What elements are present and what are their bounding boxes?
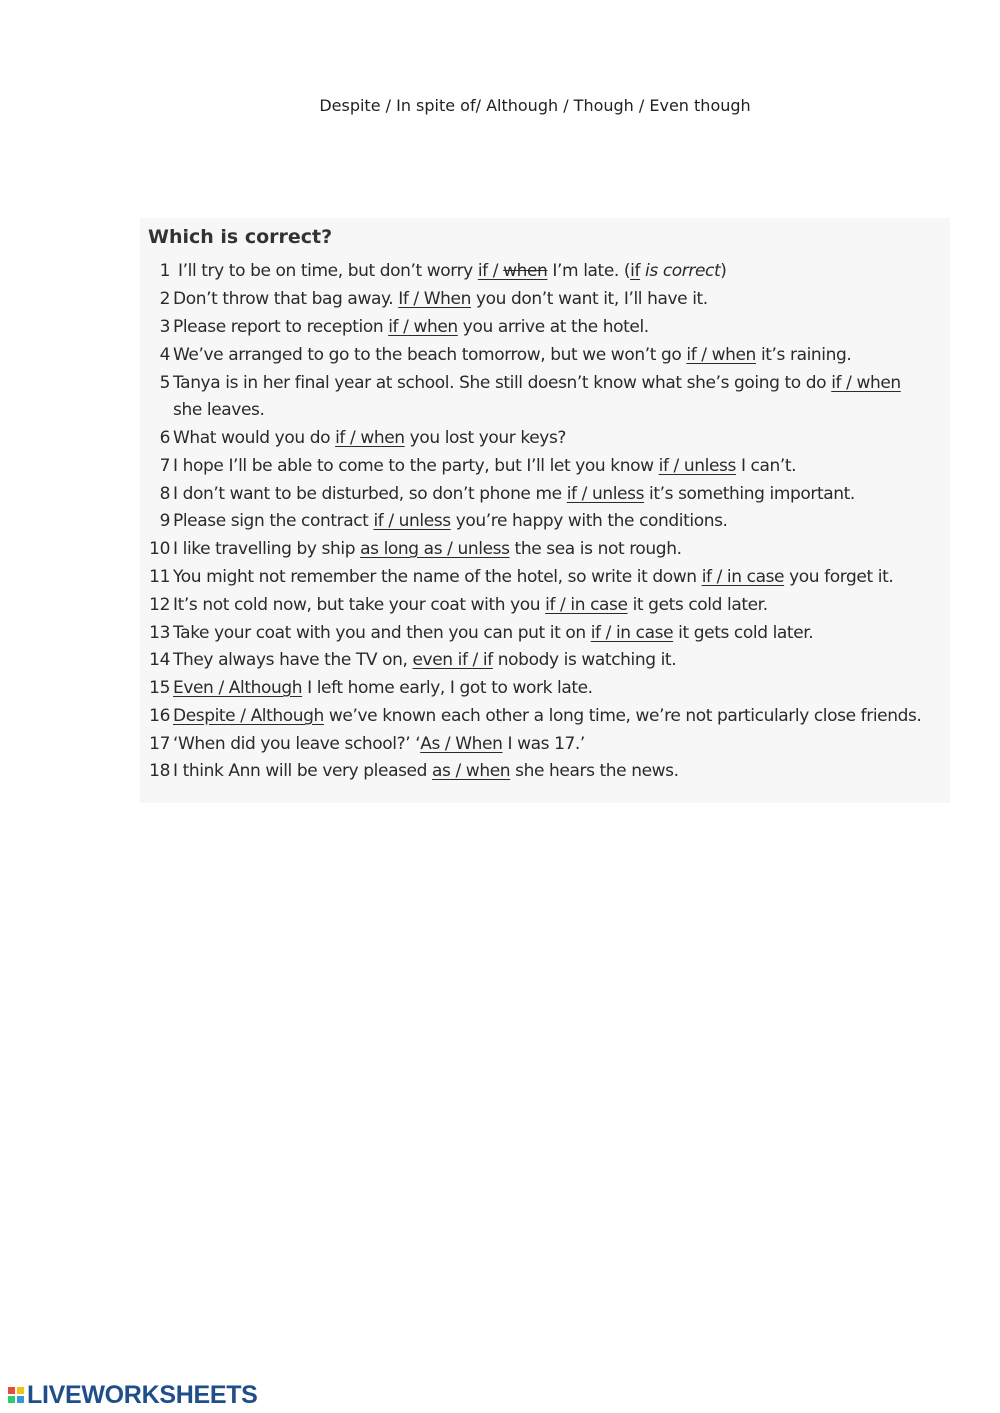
answer-option[interactable]: as / when	[432, 761, 511, 781]
item-number: 15	[149, 678, 170, 698]
item-number: 2	[159, 289, 170, 309]
item-number: 9	[159, 511, 170, 531]
exercise-item	[140, 316, 940, 338]
answer-option[interactable]: if / unless	[373, 511, 451, 531]
item-text-after: you don’t want it, I’ll have it.	[470, 289, 708, 309]
item-number: 8	[159, 484, 170, 504]
item-text-after: it gets cold later.	[627, 595, 768, 615]
exercise-item	[140, 288, 940, 310]
note-text: is correct	[640, 261, 721, 281]
exercise-item	[140, 483, 940, 505]
logo-block	[17, 1396, 24, 1403]
exercise-item	[140, 677, 940, 699]
answer-option[interactable]: if / when	[686, 345, 756, 365]
item-number: 11	[149, 567, 170, 587]
item-text-after: you’re happy with the conditions.	[450, 511, 728, 531]
item-text-after: I left home early, I got to work late.	[302, 678, 593, 698]
answer-option[interactable]: if / unless	[566, 484, 645, 504]
item-text: Please report to reception	[173, 317, 389, 337]
item-text-after: she hears the news.	[510, 761, 679, 781]
item-text: Don’t throw that bag away.	[173, 289, 399, 309]
exercise-item	[140, 455, 940, 477]
item-text: ‘When did you leave school?’ ‘	[173, 734, 421, 754]
answer-option[interactable]: if / when	[335, 428, 405, 448]
item-text: I’ll try to be on time, but don’t worry	[178, 261, 478, 281]
exercise-item	[140, 705, 940, 727]
exercise-item	[140, 733, 940, 755]
exercise-item	[140, 344, 940, 366]
answer-option[interactable]: As / When	[420, 734, 503, 754]
exercise-item	[140, 760, 940, 782]
item-number: 13	[149, 623, 170, 643]
liveworksheets-logo	[8, 1380, 258, 1410]
item-text-after: I was 17.’	[502, 734, 585, 754]
item-number: 17	[149, 734, 170, 754]
item-number: 1	[159, 261, 170, 281]
item-text: Tanya is in her final year at school. She still doesn’t know what she’s going to do	[173, 373, 832, 393]
answer-option[interactable]: if / in case	[590, 623, 674, 643]
logo-block	[8, 1387, 15, 1394]
exercise-heading: Which is correct?	[148, 226, 333, 248]
item-text-after: you arrive at the hotel.	[457, 317, 649, 337]
item-text: I think Ann will be very pleased	[173, 761, 432, 781]
item-number: 18	[149, 761, 170, 781]
item-text-after: it gets cold later.	[673, 623, 814, 643]
item-number: 7	[159, 456, 170, 476]
answer-option[interactable]: Despite / Although	[173, 706, 324, 726]
logo-text: LIVEWORKSHEETS	[27, 1380, 258, 1409]
exercise-item	[140, 427, 940, 449]
item-text-after: the sea is not rough.	[509, 539, 682, 559]
item-number: 6	[159, 428, 170, 448]
option-if: if /	[477, 261, 504, 281]
answer-option[interactable]: if / unless	[658, 456, 736, 476]
item-number: 14	[149, 650, 170, 670]
answer-option[interactable]: even if / if	[412, 650, 493, 670]
answer-option[interactable]: if / when	[831, 373, 901, 393]
exercise-item	[140, 649, 940, 671]
item-number: 5	[159, 373, 170, 393]
item-text-after: it’s something important.	[644, 484, 855, 504]
answer-option[interactable]	[478, 261, 548, 281]
logo-blocks-icon	[8, 1387, 24, 1403]
item-text-after: I’m late. (	[547, 261, 631, 281]
item-number: 3	[159, 317, 170, 337]
exercise-item	[140, 538, 940, 560]
item-text-after: you lost your keys?	[404, 428, 567, 448]
item-text-after: I can’t.	[735, 456, 797, 476]
answer-option[interactable]: If / When	[398, 289, 471, 309]
answer-option[interactable]: as long as / unless	[360, 539, 510, 559]
item-text: I hope I’ll be able to come to the party, but I’ll let you know	[173, 456, 659, 476]
answer-option[interactable]: if / in case	[701, 567, 785, 587]
item-text: I like travelling by ship	[173, 539, 361, 559]
exercise-item	[140, 594, 940, 616]
item-text-after: nobody is watching it.	[492, 650, 677, 670]
item-text: It’s not cold now, but take your coat with you	[173, 595, 546, 615]
exercise-item-continuation	[140, 399, 940, 421]
exercise-item	[140, 622, 940, 644]
logo-block	[8, 1396, 15, 1403]
item-text: What would you do	[173, 428, 336, 448]
item-text: Please sign the contract	[173, 511, 374, 531]
exercise-item	[140, 566, 940, 588]
item-text-after: it’s raining.	[755, 345, 852, 365]
exercise-item	[140, 372, 940, 394]
item-text-after: you forget it.	[784, 567, 894, 587]
answer-option[interactable]: if / when	[388, 317, 458, 337]
option-struck: when	[503, 261, 548, 281]
item-text: she leaves.	[173, 400, 265, 420]
item-number: 16	[149, 706, 170, 726]
answer-option[interactable]: if / in case	[545, 595, 628, 615]
item-number: 4	[159, 345, 170, 365]
note-close: )	[720, 261, 727, 281]
page-title: Despite / In spite of/ Although / Though / Even though	[319, 96, 751, 115]
item-number: 12	[149, 595, 170, 615]
exercise-item	[140, 510, 940, 532]
item-number: 10	[149, 539, 170, 559]
item-text: Take your coat with you and then you can put it on	[173, 623, 591, 643]
answer-option[interactable]: Even / Although	[173, 678, 303, 698]
logo-block	[17, 1387, 24, 1394]
item-text: We’ve arranged to go to the beach tomorrow, but we won’t go	[173, 345, 687, 365]
item-text: You might not remember the name of the hotel, so write it down	[173, 567, 702, 587]
exercise-item	[140, 260, 940, 282]
item-text: I don’t want to be disturbed, so don’t phone me	[173, 484, 567, 504]
item-text: They always have the TV on,	[173, 650, 413, 670]
note-word: if	[630, 261, 641, 281]
item-text-after: we’ve known each other a long time, we’re not particularly close friends.	[323, 706, 922, 726]
